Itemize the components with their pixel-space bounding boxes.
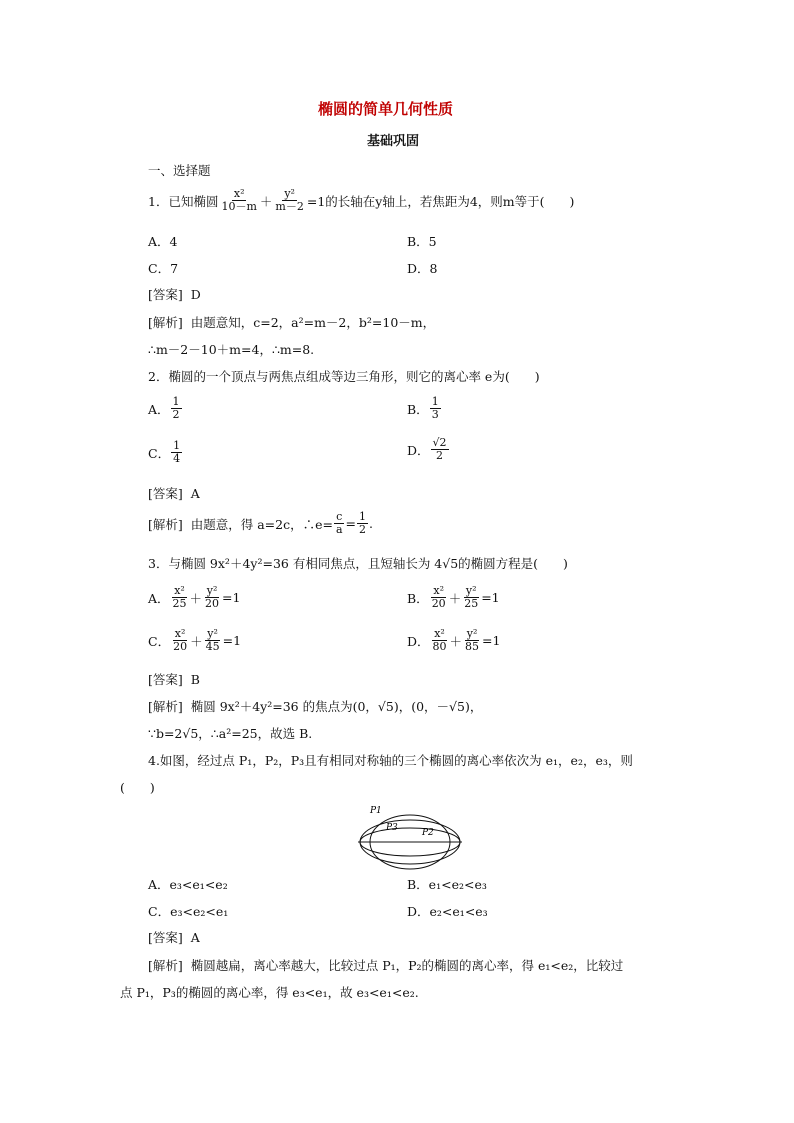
label-p2: P2 (422, 828, 434, 838)
analysis-line: [解析] 椭圆越扁，离心率越大，比较过点 P₁，P₂的椭圆的离心率，得 e₁<e₂，比较过 (148, 958, 624, 973)
answer-value: A (190, 486, 200, 501)
q1-stem-pre: 1．已知椭圆 (148, 193, 219, 209)
question-2: 2．椭圆的一个顶点与两焦点组成等边三角形，则它的离心率 e为( ) (148, 369, 540, 384)
ellipse-figure (356, 804, 466, 872)
option-d: D．e₂<e₁<e₃ (407, 904, 488, 919)
fraction (273, 188, 305, 213)
option-a: A．4 (148, 234, 178, 249)
answer-value: B (190, 672, 200, 687)
answer-label: [答案] B (148, 672, 200, 687)
option-a: A． $\frac{\text{x²}}{25}$ ＋ $\frac{\text{y²}}{20}$ =1 (148, 584, 241, 611)
label-p1: P1 (370, 806, 382, 816)
analysis-line: [解析] 由题意，得 a=2c，∴e= $\frac{c}{a}$ = $\frac{1}{2}$ . (148, 510, 373, 537)
option-c: C．7 (148, 261, 179, 276)
question-1 (148, 188, 574, 213)
label-p3: P3 (386, 823, 398, 833)
option-c: C．e₃<e₂<e₁ (148, 904, 229, 919)
section-heading: 一、选择题 (148, 163, 211, 178)
page-title: 椭圆的简单几何性质 (318, 100, 454, 118)
option-d: D．8 (407, 261, 438, 276)
option-d: D． $\frac{√2}{2}$ (407, 436, 447, 463)
option-c: C． $\frac{\text{x²}}{20}$ ＋ $\frac{\text{y²}}{45}$ =1 (148, 627, 242, 654)
option-b: B．e₁<e₂<e₃ (407, 877, 487, 892)
analysis-line: 点 P₁，P₃的椭圆的离心率，得 e₃<e₁，故 e₃<e₁<e₂. (120, 985, 419, 1000)
answer-label: [答案] D (148, 287, 201, 302)
denominator: 10－m (221, 200, 257, 214)
answer-value: A (190, 930, 200, 945)
plus-sign: ＋ (259, 193, 273, 209)
option-d: D． $\frac{\text{x²}}{80}$ ＋ $\frac{\text{y²}}{85}$ =1 (407, 627, 501, 654)
option-a: A． $\frac{1}{2}$ (148, 395, 180, 422)
question-4-bracket: ( ) (120, 780, 155, 795)
question-3: 3．与椭圆 9x²＋4y²=36 有相同焦点，且短轴长为 4√5的椭圆方程是( ) (148, 556, 568, 571)
answer-label: [答案] A (148, 486, 200, 501)
answer-label: [答案] A (148, 930, 200, 945)
denominator: m－2 (275, 200, 304, 214)
fraction (219, 188, 258, 213)
numerator: y² (284, 187, 295, 200)
numerator: x² (233, 187, 245, 200)
option-c: C． $\frac{1}{4}$ (148, 439, 181, 466)
q1-stem-post: =1的长轴在y轴上，若焦距为4，则m等于( ) (306, 193, 575, 209)
option-a: A．e₃<e₁<e₂ (148, 877, 228, 892)
option-b: B． $\frac{\text{x²}}{20}$ ＋ $\frac{\text{y²}}{25}$ =1 (407, 584, 500, 611)
section-subtitle: 基础巩固 (367, 134, 420, 149)
analysis-line: ∵b=2√5，∴a²=25，故选 B. (148, 726, 313, 741)
option-b: B．5 (407, 234, 437, 249)
analysis-line: [解析] 椭圆 9x²＋4y²=36 的焦点为(0，√5)，(0，－√5)， (148, 699, 483, 714)
analysis-line: [解析] 由题意知，c=2，a²=m－2，b²=10－m， (148, 315, 436, 330)
question-4: 4.如图，经过点 P₁，P₂，P₃且有相同对称轴的三个椭圆的离心率依次为 e₁，e₂，e₃，则 (148, 753, 633, 768)
option-b: B． $\frac{1}{3}$ (407, 395, 439, 422)
answer-value: D (190, 287, 201, 302)
analysis-line: ∴m－2－10＋m=4，∴m=8. (148, 342, 315, 357)
